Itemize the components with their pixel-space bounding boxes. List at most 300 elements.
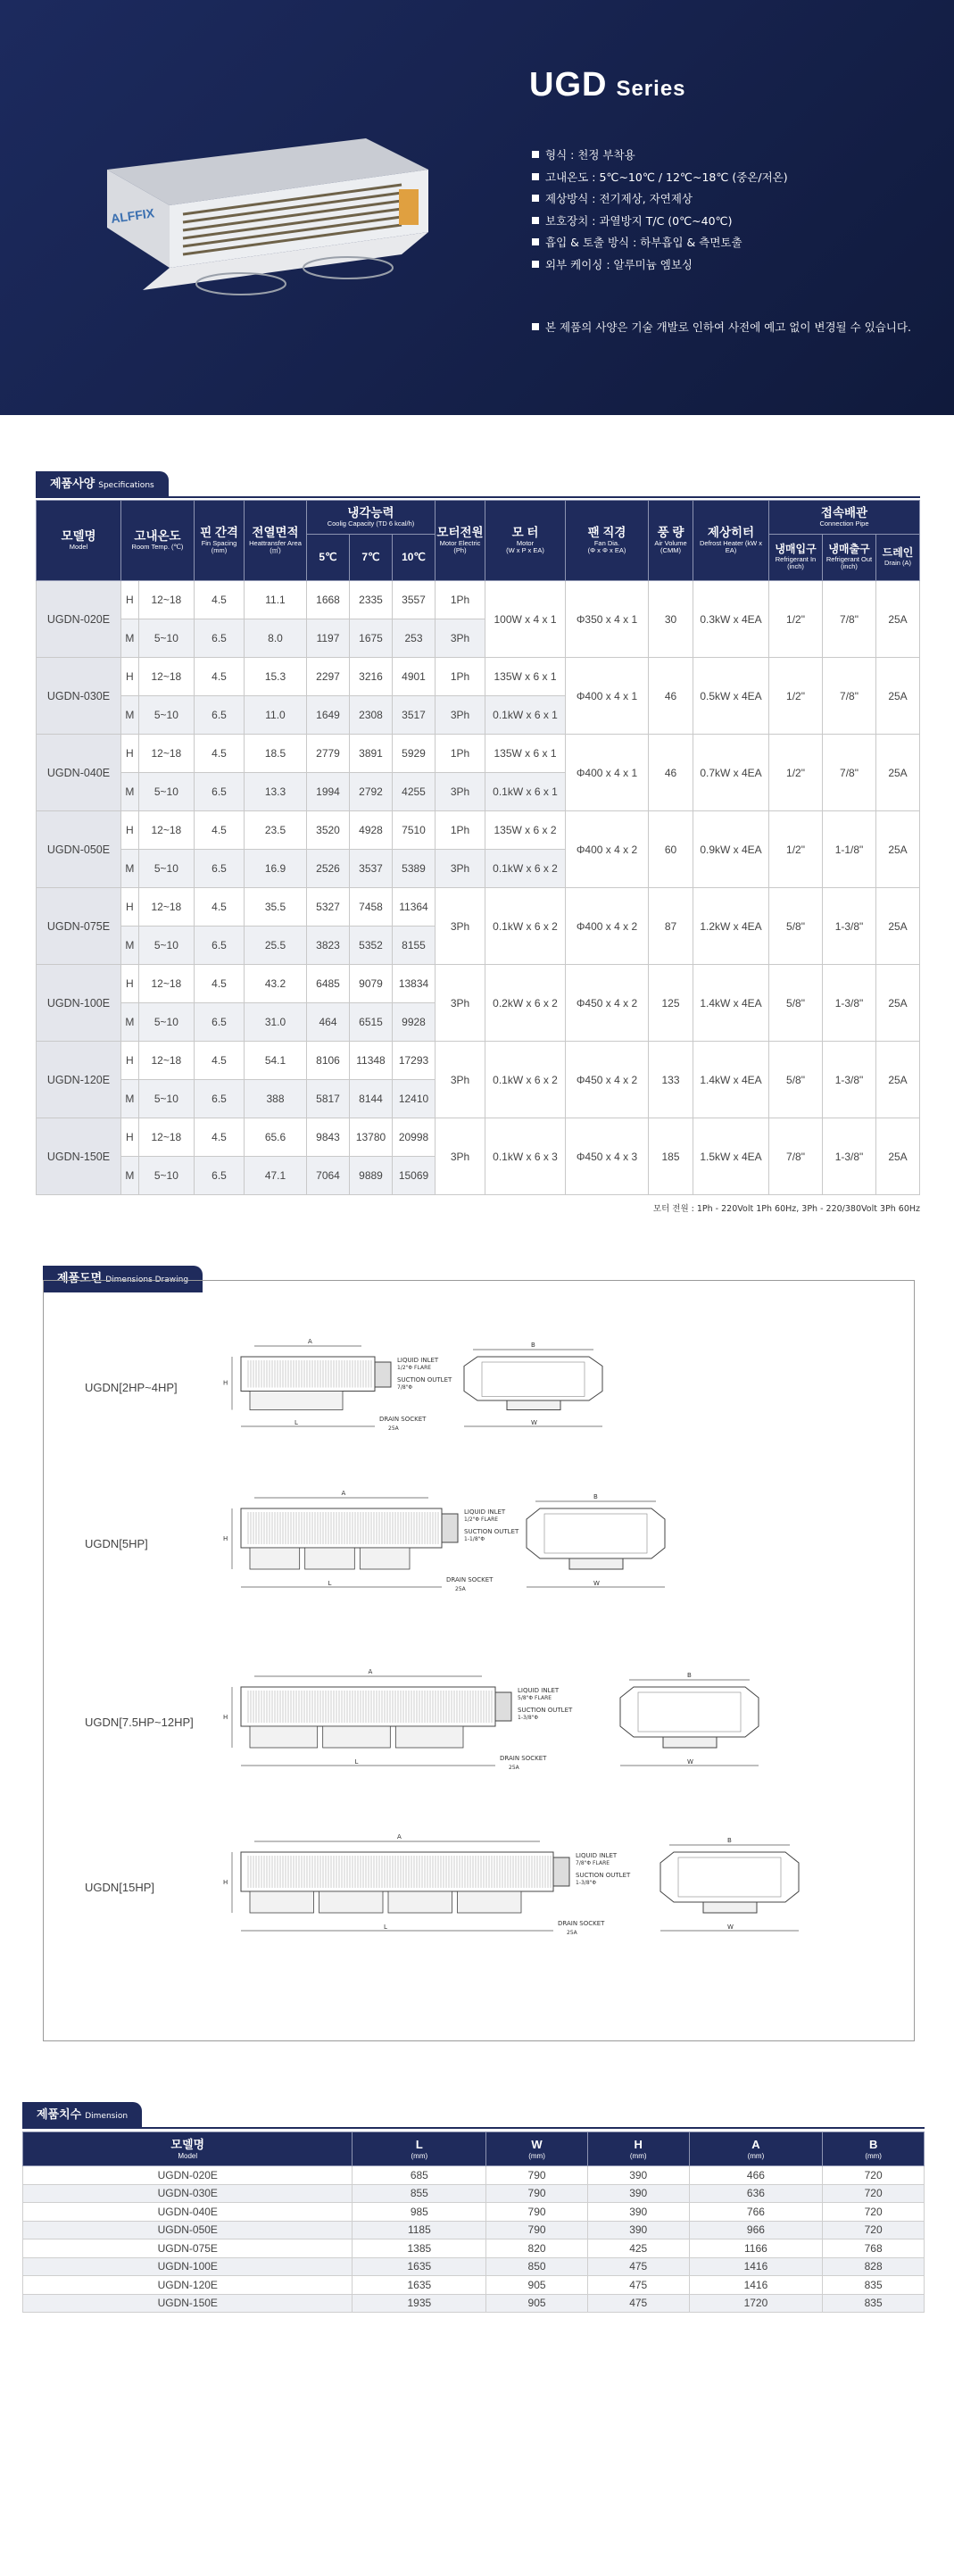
table-row xyxy=(37,581,920,619)
table-cell: 1/2" xyxy=(769,658,823,735)
table-cell: 475 xyxy=(587,2276,689,2295)
feature-item: 보호장치 : 과열방지 T/C (0℃~40℃) xyxy=(532,211,788,233)
table-cell: 475 xyxy=(587,2257,689,2276)
drain-socket-label: DRAIN SOCKET xyxy=(446,1576,494,1583)
table-cell: 46 xyxy=(649,658,693,735)
table-cell: UGDN-050E xyxy=(23,2221,353,2239)
dimension-drawing xyxy=(205,1330,830,1464)
table-cell: 4.5 xyxy=(195,1118,245,1157)
table-cell: 6.5 xyxy=(195,927,245,965)
table-cell: 7458 xyxy=(350,888,393,927)
table-cell: 425 xyxy=(587,2239,689,2258)
col-heater: 제상히터 Defrost Heater (kW x EA) xyxy=(693,501,769,581)
table-cell: Φ400 x 4 x 2 xyxy=(566,811,649,888)
table-cell: 905 xyxy=(486,2294,588,2313)
table-cell: 3Ph xyxy=(436,1118,485,1195)
table-cell: 25A xyxy=(876,1118,920,1195)
table-cell: 125 xyxy=(649,965,693,1042)
table-cell: UGDN-075E xyxy=(23,2239,353,2258)
table-cell: 1.2kW x 4EA xyxy=(693,888,769,965)
table-cell: 0.1kW x 6 x 3 xyxy=(485,1118,566,1195)
drain-socket-size: 25A xyxy=(388,1425,399,1432)
table-cell: 1720 xyxy=(689,2294,823,2313)
table-cell: 133 xyxy=(649,1042,693,1118)
table-cell: 0.1kW x 6 x 2 xyxy=(485,1042,566,1118)
table-cell: 1-3/8" xyxy=(823,1118,876,1195)
dimension-table xyxy=(22,2131,925,2313)
table-cell: 1935 xyxy=(353,2294,486,2313)
table-row xyxy=(23,2166,925,2185)
model-cell: UGDN-030E xyxy=(37,658,121,735)
table-cell: 475 xyxy=(587,2294,689,2313)
table-cell: 4.5 xyxy=(195,581,245,619)
table-cell: M xyxy=(121,619,139,658)
table-cell: 9079 xyxy=(350,965,393,1003)
liquid-inlet-size: 1/2"Φ FLARE xyxy=(397,1365,432,1371)
dim-letter-h: H xyxy=(223,1879,228,1886)
dim-letter-a: A xyxy=(308,1338,312,1345)
table-cell: 1166 xyxy=(689,2239,823,2258)
drawing-model-label: UGDN[15HP] xyxy=(85,1881,155,1894)
table-row xyxy=(23,2257,925,2276)
table-cell: 1635 xyxy=(353,2257,486,2276)
col-cap10: 10℃ xyxy=(393,535,436,581)
table-cell: 0.5kW x 4EA xyxy=(693,658,769,735)
table-cell: 5~10 xyxy=(138,619,194,658)
table-row xyxy=(37,1118,920,1157)
table-cell: 46 xyxy=(649,735,693,811)
col-air: 풍 량 Air Volume (CMM) xyxy=(649,501,693,581)
table-cell: H xyxy=(121,888,139,927)
drawing-model-label: UGDN[7.5HP~12HP] xyxy=(85,1716,194,1729)
table-cell: 15.3 xyxy=(245,658,307,696)
divider xyxy=(36,496,920,498)
table-cell: 790 xyxy=(486,2203,588,2222)
table-cell: 13.3 xyxy=(245,773,307,811)
table-cell: 60 xyxy=(649,811,693,888)
table-row xyxy=(23,2294,925,2313)
series-label: Series xyxy=(616,77,686,101)
liquid-inlet-label: LIQUID INLET xyxy=(464,1508,506,1516)
table-cell: 4.5 xyxy=(195,888,245,927)
table-row xyxy=(37,658,920,696)
table-cell: 1-1/8" xyxy=(823,811,876,888)
table-row xyxy=(23,2221,925,2239)
table-cell: 1/2" xyxy=(769,811,823,888)
table-cell: M xyxy=(121,773,139,811)
table-cell: 185 xyxy=(649,1118,693,1195)
table-cell: 2526 xyxy=(307,850,350,888)
table-cell: 25A xyxy=(876,1042,920,1118)
col-drain: 드레인 Drain (A) xyxy=(876,535,920,581)
table-cell: H xyxy=(121,581,139,619)
dim-letter-l: L xyxy=(384,1924,387,1931)
model-name: UGD xyxy=(529,66,608,104)
table-cell: 54.1 xyxy=(245,1042,307,1080)
table-cell: 253 xyxy=(393,619,436,658)
table-cell: 5/8" xyxy=(769,965,823,1042)
dim-letter-b: B xyxy=(531,1342,535,1349)
dim-letter-h: H xyxy=(223,1535,228,1542)
table-cell: 855 xyxy=(353,2184,486,2203)
table-cell: 16.9 xyxy=(245,850,307,888)
dim-col-header: L (mm) xyxy=(353,2132,486,2166)
table-cell: 5327 xyxy=(307,888,350,927)
table-cell: Φ400 x 4 x 1 xyxy=(566,735,649,811)
dim-letter-b: B xyxy=(593,1493,598,1500)
table-cell: 3557 xyxy=(393,581,436,619)
drain-socket-size: 25A xyxy=(509,1765,519,1771)
table-cell: 4.5 xyxy=(195,658,245,696)
table-cell: Φ450 x 4 x 2 xyxy=(566,1042,649,1118)
table-cell: 6.5 xyxy=(195,850,245,888)
feature-item: 형식 : 천정 부착용 xyxy=(532,145,788,167)
table-cell: 1.5kW x 4EA xyxy=(693,1118,769,1195)
table-cell: 0.1kW x 6 x 2 xyxy=(485,888,566,965)
table-cell: 4901 xyxy=(393,658,436,696)
table-cell: 5~10 xyxy=(138,696,194,735)
table-cell: M xyxy=(121,1003,139,1042)
table-cell: 0.3kW x 4EA xyxy=(693,581,769,658)
table-cell: 17293 xyxy=(393,1042,436,1080)
table-cell: UGDN-030E xyxy=(23,2184,353,2203)
table-cell: 2779 xyxy=(307,735,350,773)
feature-list xyxy=(532,145,788,276)
model-cell: UGDN-120E xyxy=(37,1042,121,1118)
drain-socket-label: DRAIN SOCKET xyxy=(500,1755,547,1762)
table-cell: 1Ph xyxy=(436,811,485,850)
table-cell: 25A xyxy=(876,581,920,658)
table-cell: 4.5 xyxy=(195,965,245,1003)
table-cell: 720 xyxy=(823,2166,925,2185)
feature-item: 외부 케이싱 : 알루미늄 엠보싱 xyxy=(532,254,788,277)
col-power: 모터전원 Motor Electric (Ph) xyxy=(436,501,485,581)
table-cell: 12~18 xyxy=(138,811,194,850)
drain-socket-size: 25A xyxy=(455,1586,466,1592)
table-cell: 3537 xyxy=(350,850,393,888)
table-cell: 388 xyxy=(245,1080,307,1118)
table-cell: 9928 xyxy=(393,1003,436,1042)
model-cell: UGDN-100E xyxy=(37,965,121,1042)
dimension-drawing xyxy=(205,1482,830,1625)
table-cell: 1675 xyxy=(350,619,393,658)
col-fan: 팬 직경 Fan Dia. (Φ x Φ x EA) xyxy=(566,501,649,581)
dim-letter-b: B xyxy=(687,1672,692,1679)
drawing-model-label: UGDN[5HP] xyxy=(85,1537,148,1550)
table-cell: 4.5 xyxy=(195,735,245,773)
table-cell: 35.5 xyxy=(245,888,307,927)
table-cell: 3823 xyxy=(307,927,350,965)
table-cell: 5~10 xyxy=(138,850,194,888)
table-cell: 12~18 xyxy=(138,1118,194,1157)
table-cell: H xyxy=(121,811,139,850)
table-cell: 835 xyxy=(823,2294,925,2313)
table-cell: 25A xyxy=(876,965,920,1042)
table-cell: 1668 xyxy=(307,581,350,619)
col-area: 전열면적 Heattransfer Area (㎡) xyxy=(245,501,307,581)
dim-letter-l: L xyxy=(354,1758,359,1766)
table-cell: 3Ph xyxy=(436,696,485,735)
table-cell: Φ350 x 4 x 1 xyxy=(566,581,649,658)
col-model: 모델명 Model xyxy=(37,501,121,581)
table-cell: 5817 xyxy=(307,1080,350,1118)
liquid-inlet-size: 5/8"Φ FLARE xyxy=(518,1695,552,1701)
table-cell: 4255 xyxy=(393,773,436,811)
table-cell: UGDN-020E xyxy=(23,2166,353,2185)
table-cell: 25A xyxy=(876,735,920,811)
dim-col-header: H (mm) xyxy=(587,2132,689,2166)
table-cell: 850 xyxy=(486,2257,588,2276)
table-cell: 1416 xyxy=(689,2276,823,2295)
table-cell: 6485 xyxy=(307,965,350,1003)
table-cell: 6.5 xyxy=(195,696,245,735)
table-cell: H xyxy=(121,735,139,773)
table-row xyxy=(23,2203,925,2222)
table-cell: M xyxy=(121,696,139,735)
table-cell: H xyxy=(121,1042,139,1080)
table-cell: 12~18 xyxy=(138,581,194,619)
table-cell: 0.1kW x 6 x 2 xyxy=(485,850,566,888)
table-cell: 685 xyxy=(353,2166,486,2185)
spec-table xyxy=(36,500,920,1195)
table-cell: 5929 xyxy=(393,735,436,773)
dim-col-header: B (mm) xyxy=(823,2132,925,2166)
dim-letter-w: W xyxy=(531,1419,537,1426)
table-cell: 12~18 xyxy=(138,965,194,1003)
col-cap5: 5℃ xyxy=(307,535,350,581)
table-cell: 0.2kW x 6 x 2 xyxy=(485,965,566,1042)
table-cell: 5389 xyxy=(393,850,436,888)
model-cell: UGDN-075E xyxy=(37,888,121,965)
table-cell: 8106 xyxy=(307,1042,350,1080)
table-cell: Φ450 x 4 x 2 xyxy=(566,965,649,1042)
table-cell: 7510 xyxy=(393,811,436,850)
table-cell: 7/8" xyxy=(823,735,876,811)
table-cell: 3520 xyxy=(307,811,350,850)
table-row xyxy=(37,965,920,1003)
table-cell: 23.5 xyxy=(245,811,307,850)
col-pipe-in: 냉매입구 Refrigerant In (inch) xyxy=(769,535,823,581)
table-cell: 1/2" xyxy=(769,581,823,658)
table-cell: 12~18 xyxy=(138,888,194,927)
liquid-inlet-label: LIQUID INLET xyxy=(397,1357,439,1364)
table-cell: 3Ph xyxy=(436,965,485,1042)
divider xyxy=(22,2127,925,2129)
table-cell: 9843 xyxy=(307,1118,350,1157)
table-cell: UGDN-100E xyxy=(23,2257,353,2276)
dim-letter-w: W xyxy=(593,1580,600,1587)
dim-col-header: A (mm) xyxy=(689,2132,823,2166)
table-cell: UGDN-040E xyxy=(23,2203,353,2222)
table-cell: 0.1kW x 6 x 1 xyxy=(485,773,566,811)
table-cell: 1994 xyxy=(307,773,350,811)
table-row xyxy=(37,1042,920,1080)
table-cell: 12~18 xyxy=(138,658,194,696)
table-cell: 3Ph xyxy=(436,619,485,658)
table-cell: H xyxy=(121,965,139,1003)
table-cell: 4928 xyxy=(350,811,393,850)
table-cell: 65.6 xyxy=(245,1118,307,1157)
liquid-inlet-size: 7/8"Φ FLARE xyxy=(576,1860,610,1866)
table-row xyxy=(23,2239,925,2258)
suction-outlet-label: SUCTION OUTLET xyxy=(518,1707,573,1714)
table-cell: 790 xyxy=(486,2184,588,2203)
table-cell: 87 xyxy=(649,888,693,965)
table-cell: 5~10 xyxy=(138,1080,194,1118)
table-cell: 7/8" xyxy=(823,581,876,658)
table-cell: 966 xyxy=(689,2221,823,2239)
table-cell: 4.5 xyxy=(195,1042,245,1080)
table-cell: 0.1kW x 6 x 1 xyxy=(485,696,566,735)
spec-section-tab: 제품사양 Specifications xyxy=(36,471,169,498)
table-row xyxy=(23,2276,925,2295)
table-cell: 790 xyxy=(486,2221,588,2239)
table-row xyxy=(37,888,920,927)
feature-item: 고내온도 : 5℃~10℃ / 12℃~18℃ (중온/저온) xyxy=(532,167,788,189)
liquid-inlet-label: LIQUID INLET xyxy=(518,1687,560,1694)
table-cell: 2792 xyxy=(350,773,393,811)
table-cell: 20998 xyxy=(393,1118,436,1157)
table-cell: 30 xyxy=(649,581,693,658)
col-capacity: 냉각능력 Coolig Capacity (TD 6 kcal/h) xyxy=(307,501,436,535)
table-cell: 12~18 xyxy=(138,735,194,773)
table-cell: 720 xyxy=(823,2203,925,2222)
table-cell: 2308 xyxy=(350,696,393,735)
table-cell: 3517 xyxy=(393,696,436,735)
table-cell: 25.5 xyxy=(245,927,307,965)
table-cell: 5/8" xyxy=(769,888,823,965)
dim-letter-a: A xyxy=(341,1490,346,1497)
table-cell: 11348 xyxy=(350,1042,393,1080)
dim-col-header: W (mm) xyxy=(486,2132,588,2166)
table-cell: 1185 xyxy=(353,2221,486,2239)
table-cell: 0.9kW x 4EA xyxy=(693,811,769,888)
liquid-inlet-label: LIQUID INLET xyxy=(576,1852,618,1859)
table-cell: 1635 xyxy=(353,2276,486,2295)
table-cell: 1.4kW x 4EA xyxy=(693,1042,769,1118)
table-row xyxy=(37,735,920,773)
dimension-drawing xyxy=(205,1825,830,1968)
drain-socket-label: DRAIN SOCKET xyxy=(558,1920,605,1927)
table-cell: 1Ph xyxy=(436,658,485,696)
feature-item: 제상방식 : 전기제상, 자연제상 xyxy=(532,188,788,211)
table-cell: 1649 xyxy=(307,696,350,735)
table-cell: 5~10 xyxy=(138,773,194,811)
dim-letter-l: L xyxy=(328,1580,332,1587)
dimension-section-tab: 제품치수 Dimension xyxy=(22,2102,142,2129)
table-cell: Φ400 x 4 x 1 xyxy=(566,658,649,735)
table-cell: 7064 xyxy=(307,1157,350,1195)
suction-outlet-size: 1-3/8"Φ xyxy=(576,1880,597,1886)
table-cell: 768 xyxy=(823,2239,925,2258)
table-cell: 835 xyxy=(823,2276,925,2295)
suction-outlet-size: 1-1/8"Φ xyxy=(464,1536,485,1542)
table-cell: 3Ph xyxy=(436,850,485,888)
table-cell: 820 xyxy=(486,2239,588,2258)
table-cell: 2297 xyxy=(307,658,350,696)
table-cell: 3Ph xyxy=(436,1042,485,1118)
table-cell: 6515 xyxy=(350,1003,393,1042)
table-cell: 766 xyxy=(689,2203,823,2222)
table-cell: 5~10 xyxy=(138,927,194,965)
table-cell: 464 xyxy=(307,1003,350,1042)
suction-outlet-label: SUCTION OUTLET xyxy=(576,1872,631,1879)
table-cell: 4.5 xyxy=(195,811,245,850)
table-cell: H xyxy=(121,1118,139,1157)
table-cell: 12410 xyxy=(393,1080,436,1118)
drain-socket-size: 25A xyxy=(567,1930,577,1936)
dim-letter-a: A xyxy=(397,1833,402,1841)
table-cell: H xyxy=(121,658,139,696)
table-cell: 1Ph xyxy=(436,581,485,619)
table-cell: 1385 xyxy=(353,2239,486,2258)
table-cell: UGDN-150E xyxy=(23,2294,353,2313)
table-cell: 0.7kW x 4EA xyxy=(693,735,769,811)
table-cell: 1Ph xyxy=(436,735,485,773)
table-cell: 5352 xyxy=(350,927,393,965)
liquid-inlet-size: 1/2"Φ FLARE xyxy=(464,1517,499,1523)
series-title xyxy=(529,66,686,104)
table-cell: 720 xyxy=(823,2184,925,2203)
unit-cooler-image xyxy=(98,134,455,312)
table-cell: 828 xyxy=(823,2257,925,2276)
table-cell: 466 xyxy=(689,2166,823,2185)
table-cell: 18.5 xyxy=(245,735,307,773)
table-cell: 25A xyxy=(876,811,920,888)
table-cell: Φ450 x 4 x 3 xyxy=(566,1118,649,1195)
table-cell: 47.1 xyxy=(245,1157,307,1195)
table-cell: 11.0 xyxy=(245,696,307,735)
drain-socket-label: DRAIN SOCKET xyxy=(379,1416,427,1423)
model-cell: UGDN-020E xyxy=(37,581,121,658)
dim-letter-w: W xyxy=(727,1924,734,1931)
table-cell: 390 xyxy=(587,2221,689,2239)
table-cell: 7/8" xyxy=(769,1118,823,1195)
table-cell: 5~10 xyxy=(138,1003,194,1042)
table-cell: 135W x 6 x 1 xyxy=(485,735,566,773)
table-cell: 13834 xyxy=(393,965,436,1003)
table-cell: 905 xyxy=(486,2276,588,2295)
col-cap7: 7℃ xyxy=(350,535,393,581)
suction-outlet-label: SUCTION OUTLET xyxy=(397,1376,452,1384)
table-cell: 2335 xyxy=(350,581,393,619)
table-cell: 3Ph xyxy=(436,888,485,965)
drawing-section-tab: 제품도면 Dimensions Drawing xyxy=(43,1266,203,1292)
table-cell: 636 xyxy=(689,2184,823,2203)
model-cell: UGDN-040E xyxy=(37,735,121,811)
table-cell: 1197 xyxy=(307,619,350,658)
drawing-model-label: UGDN[2HP~4HP] xyxy=(85,1381,178,1394)
table-cell: 3891 xyxy=(350,735,393,773)
suction-outlet-label: SUCTION OUTLET xyxy=(464,1528,519,1535)
table-cell: 6.5 xyxy=(195,1080,245,1118)
table-cell: 720 xyxy=(823,2221,925,2239)
col-pipe: 접속배관 Connection Pipe xyxy=(769,501,920,535)
table-cell: M xyxy=(121,927,139,965)
table-cell: Φ400 x 4 x 2 xyxy=(566,888,649,965)
table-cell: M xyxy=(121,850,139,888)
col-temp: 고내온도 Room Temp. (℃) xyxy=(121,501,195,581)
table-row xyxy=(37,811,920,850)
col-fin: 핀 간격 Fin Spacing (mm) xyxy=(195,501,245,581)
table-row xyxy=(23,2184,925,2203)
dim-letter-h: H xyxy=(223,1714,228,1721)
dim-letter-w: W xyxy=(687,1758,693,1766)
table-cell: 25A xyxy=(876,888,920,965)
hero-banner xyxy=(0,0,954,415)
table-cell: 1-3/8" xyxy=(823,888,876,965)
table-cell: 5/8" xyxy=(769,1042,823,1118)
